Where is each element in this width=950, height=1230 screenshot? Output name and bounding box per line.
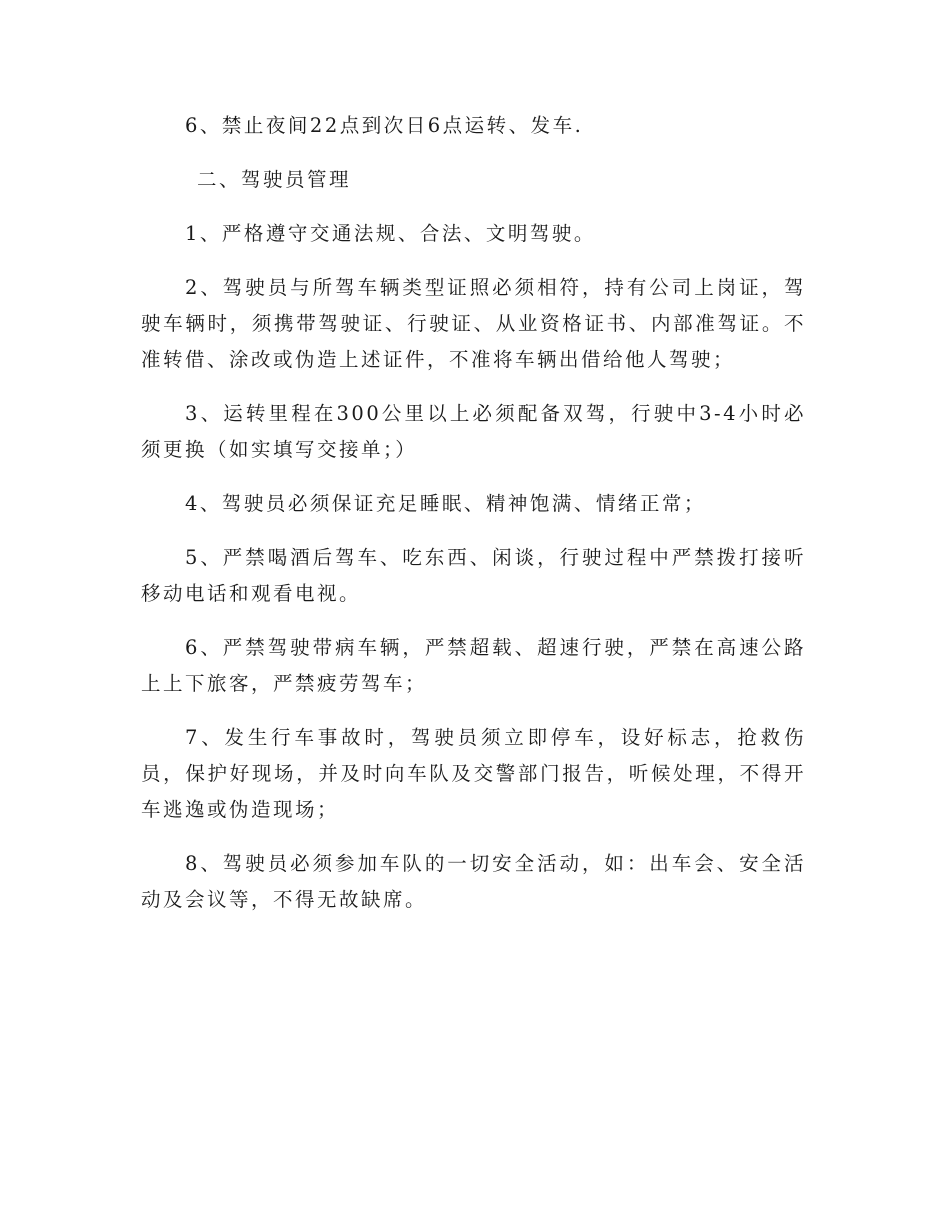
paragraph-rule-6-night-ban: 6、禁止夜间22点到次日6点运转、发车. (185, 114, 584, 137)
paragraph-driver-rule-3: 3、运转里程在300公里以上必须配备双驾，行驶中3-4小时必须更换（如实填写交接单；） (141, 402, 806, 461)
document-body (141, 108, 806, 936)
paragraph-driver-rule-1: 1、严格遵守交通法规、合法、文明驾驶。 (185, 222, 596, 245)
section-heading-driver-management: 二、驾驶员管理 (197, 168, 352, 191)
paragraph-driver-rule-6: 6、严禁驾驶带病车辆，严禁超载、超速行驶，严禁在高速公路上上下旅客，严禁疲劳驾车； (141, 636, 806, 695)
paragraph-driver-rule-7: 7、发生行车事故时，驾驶员须立即停车，设好标志，抢救伤员，保护好现场，并及时向车队及交警部门报告，听候处理，不得开车逃逸或伪造现场； (141, 726, 806, 821)
paragraph-driver-rule-4: 4、驾驶员必须保证充足睡眠、精神饱满、情绪正常； (185, 492, 706, 515)
paragraph-driver-rule-2: 2、驾驶员与所驾车辆类型证照必须相符，持有公司上岗证，驾驶车辆时，须携带驾驶证、行驶证、从业资格证书、内部准驾证。不准转借、涂改或伪造上述证件，不准将车辆出借给他人驾驶； (141, 276, 806, 371)
paragraph-driver-rule-5: 5、严禁喝酒后驾车、吃东西、闲谈，行驶过程中严禁拨打接听移动电话和观看电视。 (141, 546, 806, 605)
paragraph-driver-rule-8: 8、驾驶员必须参加车队的一切安全活动，如：出车会、安全活动及会议等，不得无故缺席。 (141, 852, 806, 911)
